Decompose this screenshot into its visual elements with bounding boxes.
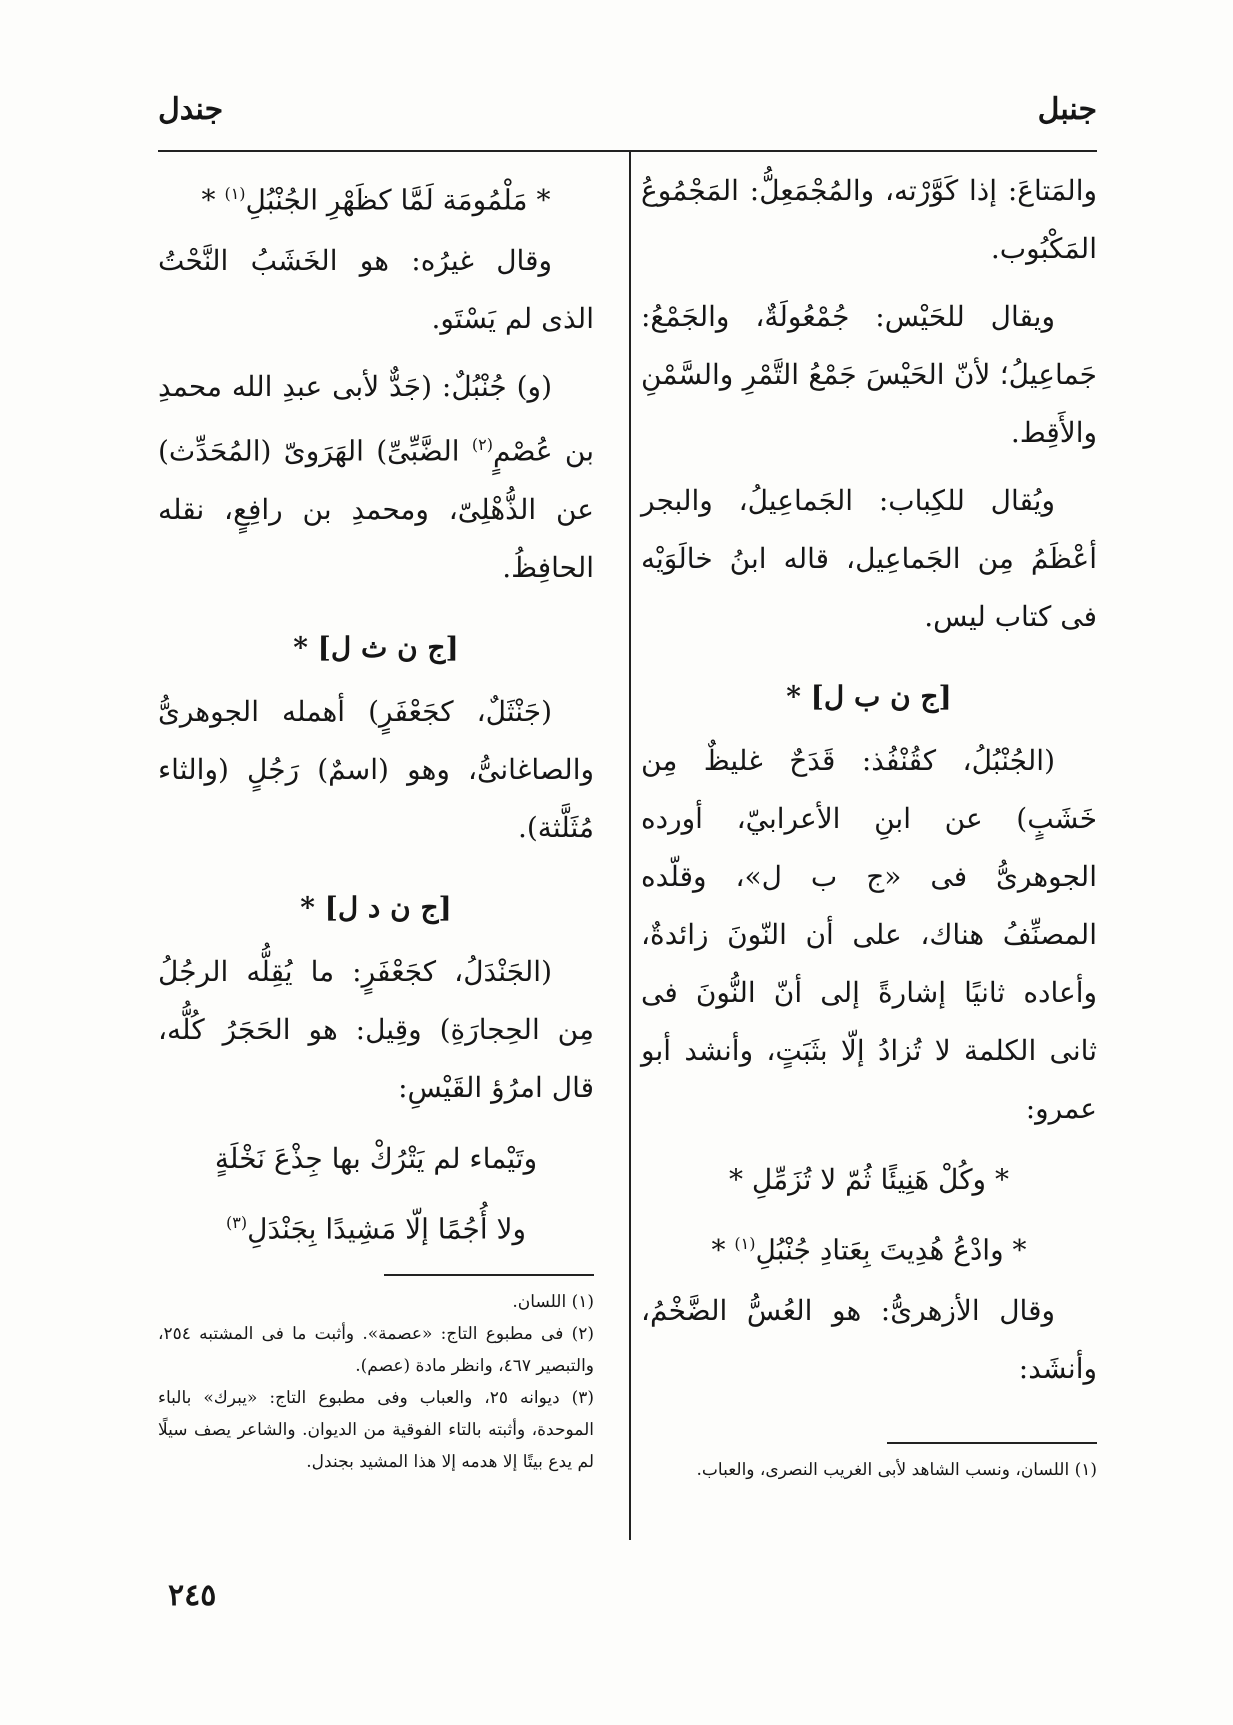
left-column [158,162,594,1261]
page-number: ٢٤٥ [168,1578,217,1613]
entry-paragraph: والمَتاعَ: إذا كَوَّرْته، والمُجْمَعِلُّ: المَجْمُوعُ المَكْبُوب. [641,174,1097,265]
entry-paragraph: (الجَنْدَلُ، كجَعْفَرٍ: ما يُقِلُّه الرجُلُ مِن الحِجارَةِ) وقِيل: هو الحَجَرُ كُلُّه، قال امرُؤ القَيْسِ: [158,954,594,1104]
root-heading: [ج ن ث ل] * [293,630,459,664]
entry-text: الضَّبِّىِّ) الهَرَوىّ (المُحَدِّث) عن الذُّهْلِىّ، ومحمدِ بن رافِعٍ، نقله الحافِظُ. [158,434,594,584]
footnote: (١) اللسان. [512,1291,594,1312]
verse-line [158,162,594,232]
footnotes-left [158,1274,594,1478]
footnote: (٢) فى مطبوع التاج: «عصمة». وأثبت ما فى المشتبه ٢٥٤، والتبصير ٤٦٧، وانظر مادة (عصم). [158,1323,594,1376]
column-divider [629,150,631,1540]
entry-paragraph: وقال الأزهرىُّ: هو العُسُّ الضَّخْمُ، وأنشَد: [641,1294,1097,1386]
footnote: (٣) ديوانه ٢٥، والعباب وفى مطبوع التاج: «يبرك» بالباء الموحدة، وأثبته بالتاء الفوقية من الديوان. والشاعر يصف سيلًا لم يدع بيتًا إلا هدمه إلا هذا المشيد بجندل. [158,1387,595,1472]
verse-text: * مَلْمُومَة لَمَّا كظَهْرِ الجُنْبُلِ [245,183,551,217]
root-heading: [ج ن ب ل] * [786,680,952,713]
root-heading: [ج ن د ل] * [300,890,452,924]
footnote-rule [887,1442,1097,1444]
running-head-right: جنبل [1037,92,1097,127]
verse-line [641,1212,1097,1282]
verse-text: ولا أُجُمًا إلّا مَشِيدًا بِجَنْدَلِ [247,1211,526,1245]
footnote-marker: (٢) [471,435,493,455]
verse-text: * [711,1233,735,1267]
entry-paragraph: (جَنْثَلٌ، كجَعْفَرٍ) أهمله الجوهرىُّ والصاغانىُّ، وهو (اسمٌ) رَجُلٍ (والثاء مُثَلَّثة). [158,694,594,844]
verse-line: وتَيْماء لم يَتْرُكْ بها جِذْعَ نَخْلَةٍ [214,1141,538,1175]
footnote: (١) اللسان، ونسب الشاهد لأبى الغريب النصرى، والعباب. [696,1459,1097,1480]
entry-paragraph: (الجُنْبُلُ، كقُنْفُذ: قَدَحٌ غليظٌ مِن خَشَبٍ) عن ابنِ الأعرابيّ، أورده الجوهرىُّ فى «ج ب ل»، وقلّده المصنِّفُ هناك، على أن النّونَ زائدةٌ، وأعاده ثانيًا إشارةً إلى أنّ النُّونَ فى ثانى الكلمة لا تُزادُ إلّا بثَبَتٍ، وأنشد أبو عمرو: [641,744,1097,1125]
verse-text: * وادْعُ هُدِيتَ بِعَتادِ جُنْبُلِ [755,1233,1027,1267]
entry-paragraph: وقال غيرُه: هو الخَشَبُ النَّحْتُ الذى لم يَسْتَو. [158,244,594,336]
right-column [641,162,1097,1408]
entry-paragraph [158,358,594,596]
footnote-marker: (١) [224,184,246,203]
header-rule [158,150,1097,152]
footnote-rule [384,1274,594,1276]
footnote-marker: (٣) [226,1212,248,1232]
verse-line [158,1191,594,1261]
entry-paragraph: ويقال للحَيْس: جُمْعُولَةٌ، والجَمْعُ: جَماعِيلُ؛ لأنّ الحَيْسَ جَمْعُ التَّمْرِ والسَّمْنِ والأَقِط. [641,300,1097,449]
entry-paragraph: ويُقال للكِباب: الجَماعِيلُ، والبجر أعْظَمُ مِن الجَماعِيل، قاله ابنُ خالَوَيْه فى كتاب ليس. [641,484,1097,633]
running-head-left: جندل [158,92,224,127]
footnote-marker: (١) [734,1234,756,1253]
entry-text: (و) جُنْبُلٌ: (جَدٌّ لأبى عبدِ الله محمدِ بن عُصْمٍ [158,370,594,468]
verse-line: * وكُلْ هَنِيئًا ثُمّ لا تُزَمِّلِ * [729,1163,1009,1196]
footnotes-right [641,1442,1097,1486]
verse-text: * [201,183,225,217]
